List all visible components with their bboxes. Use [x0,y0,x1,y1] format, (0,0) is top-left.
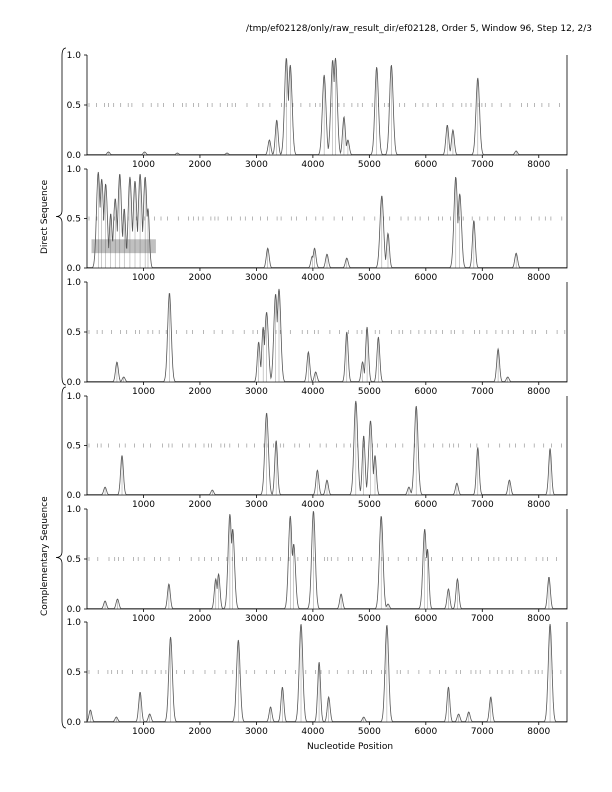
panel-1-xtick-label-8: 8000 [527,160,551,170]
panel-1-ytick-label-1: 0.0 [66,151,81,161]
panel-1-xtick-label-6: 6000 [414,160,438,170]
panel-4-xtick-label-8: 8000 [527,500,551,510]
panel-2-xtick-label-3: 3000 [244,273,268,283]
panel-2-ytick-label-1: 0.0 [66,264,81,274]
panel-4-xtick-label-7: 7000 [470,500,494,510]
panel-6-xtick-label-2: 2000 [188,727,212,737]
panel-6-xtick-label-1: 1000 [132,727,155,737]
panel-1-xtick-label-1: 1000 [132,160,155,170]
panel-3-xtick-label-7: 7000 [470,387,494,397]
panel-2-xtick-label-7: 7000 [470,273,494,283]
panel-2-xtick-label-6: 6000 [414,273,438,283]
direct-sequence-label: Direct Sequence [40,179,50,254]
panel-5-xtick-label-7: 7000 [470,614,494,624]
group-brace-1 [56,48,66,385]
panel-6-xtick-label-5: 5000 [357,727,381,737]
panel-4-xtick-label-6: 6000 [414,500,438,510]
panel-1-xtick-label-5: 5000 [357,160,381,170]
panel-1-xtick-label-2: 2000 [188,160,212,170]
panel-5-xtick-label-5: 5000 [357,614,381,624]
panel-5-frame [87,509,567,609]
panel-4-xtick-label-1: 1000 [132,500,155,510]
panel-3-threshold-marks [89,330,565,334]
panel-6-xtick-label-8: 8000 [527,727,551,737]
panel-6-ytick-label-2: 0.5 [66,668,81,678]
panel-2-ytick-label-2: 0.5 [66,214,81,225]
panel-3-ytick-label-1: 0.0 [66,378,81,388]
panel-3-ytick-label-2: 0.5 [66,328,81,338]
panel-1-ytick-label-2: 0.5 [66,101,81,111]
panel-6-ytick-label-1: 0.0 [66,718,81,728]
panel-3-xtick-label-2: 2000 [188,387,212,397]
panel-3-xtick-label-5: 5000 [357,387,381,397]
panel-2-xtick-label-4: 4000 [301,273,325,283]
x-axis-title: Nucleotide Position [306,742,394,752]
page-header: /tmp/ef02128/only/raw_result_dir/ef02128, Order 5, Window 96, Step 12, 2/3 [246,24,592,34]
panel-2-ytick-label-3: 1.0 [66,165,81,175]
panel-3-ytick-label-3: 1.0 [66,278,81,288]
panel-2-xtick-label-1: 1000 [132,273,155,283]
panel-4-xtick-label-2: 2000 [188,500,212,510]
panel-2-shaded-region [92,239,156,253]
panel-6-xtick-label-7: 7000 [470,727,494,737]
panel-5-ytick-label-3: 1.0 [66,505,81,515]
panel-1-xtick-label-3: 3000 [244,160,268,170]
panel-4-ytick-label-1: 0.0 [66,491,81,501]
panel-6-threshold-marks [89,670,561,674]
panel-1-xtick-label-7: 7000 [470,160,494,170]
panel-4-xtick-label-3: 3000 [244,500,268,510]
panel-5-xtick-label-4: 4000 [301,614,325,624]
panel-3-xtick-label-4: 4000 [301,387,325,397]
panel-3-signal-series [87,289,567,382]
panel-4-xtick-label-5: 5000 [357,500,381,510]
panel-4-threshold-marks [89,444,561,448]
panel-6-xtick-label-3: 3000 [244,727,268,737]
panel-6-xtick-label-4: 4000 [301,727,325,737]
panel-1-xtick-label-4: 4000 [301,160,325,170]
panel-4-ytick-label-3: 1.0 [66,392,81,402]
panel-2-xtick-label-5: 5000 [357,273,381,283]
panel-2-frame [87,169,567,268]
panel-5-xtick-label-2: 2000 [188,614,212,624]
panel-5-ytick-label-1: 0.0 [66,605,81,615]
panel-3-xtick-label-8: 8000 [527,387,551,397]
panel-3-xtick-label-3: 3000 [244,387,268,397]
panel-5-signal-series [87,511,567,608]
panel-2-threshold-marks [89,217,562,221]
panel-1-ytick-label-3: 1.0 [66,51,81,61]
panel-6-xtick-label-6: 6000 [414,727,438,737]
panel-6-ytick-label-3: 1.0 [66,618,81,628]
panel-5-xtick-label-3: 3000 [244,614,268,624]
group-brace-2 [56,387,66,728]
panel-2-xtick-label-8: 8000 [527,273,551,283]
complementary-sequence-label: Complementary Sequence [40,496,50,616]
panel-5-xtick-label-8: 8000 [527,614,551,624]
panel-6-signal-series [87,624,567,722]
panel-1-frame [87,55,567,155]
panel-4-xtick-label-4: 4000 [301,500,325,510]
panel-2-xtick-label-2: 2000 [188,273,212,283]
panel-5-threshold-marks [89,557,557,561]
panel-5-xtick-label-6: 6000 [414,614,438,624]
panel-3-xtick-label-6: 6000 [414,387,438,397]
panel-5-ytick-label-2: 0.5 [66,555,81,565]
panel-1-signal-series [87,58,567,155]
panel-3-xtick-label-1: 1000 [132,387,155,397]
panel-4-ytick-label-2: 0.5 [66,441,81,452]
panel-5-xtick-label-1: 1000 [132,614,155,624]
